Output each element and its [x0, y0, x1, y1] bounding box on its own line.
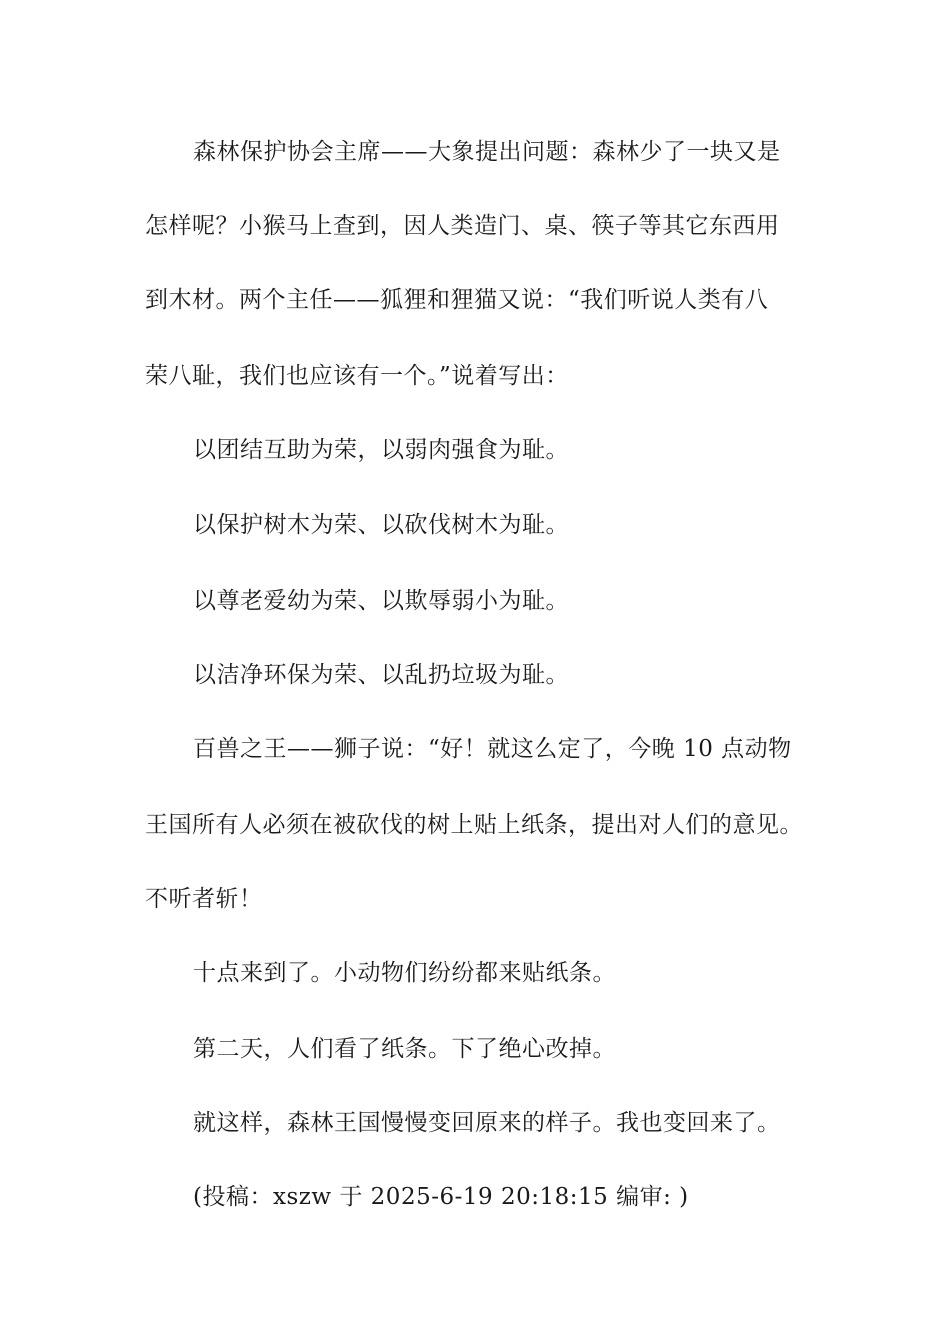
paragraph-2-line-2: 王国所有人必须在被砍伐的树上贴上纸条，提出对人们的意见。 [145, 812, 803, 838]
paragraph-1-line-2: 怎样呢？小猴马上查到，因人类造门、桌、筷子等其它东西用 [145, 213, 780, 239]
submission-note: (投稿：xszw 于 2025-6-19 20:18:15 编审: ) [193, 1184, 689, 1210]
motto-line-1: 以团结互助为荣，以弱肉强食为耻。 [193, 437, 569, 463]
paragraph-2-line-1: 百兽之王——狮子说：“好！就这么定了，今晚 10 点动物 [193, 736, 792, 762]
paragraph-2-line-3: 不听者斩！ [145, 886, 263, 912]
paragraph-3: 十点来到了。小动物们纷纷都来贴纸条。 [193, 960, 616, 986]
paragraph-5: 就这样，森林王国慢慢变回原来的样子。我也变回来了。 [193, 1110, 781, 1136]
paragraph-1-line-1: 森林保护协会主席——大象提出问题：森林少了一块又是 [193, 139, 781, 165]
paragraph-1-line-4: 荣八耻，我们也应该有一个。”说着写出： [145, 363, 569, 389]
paragraph-4: 第二天，人们看了纸条。下了绝心改掉。 [193, 1036, 616, 1062]
motto-line-2: 以保护树木为荣、以砍伐树木为耻。 [193, 512, 569, 538]
motto-line-4: 以洁净环保为荣、以乱扔垃圾为耻。 [193, 662, 569, 688]
paragraph-1-line-3: 到木材。两个主任——狐狸和狸猫又说：“我们听说人类有八 [145, 287, 769, 313]
motto-line-3: 以尊老爱幼为荣、以欺辱弱小为耻。 [193, 588, 569, 614]
